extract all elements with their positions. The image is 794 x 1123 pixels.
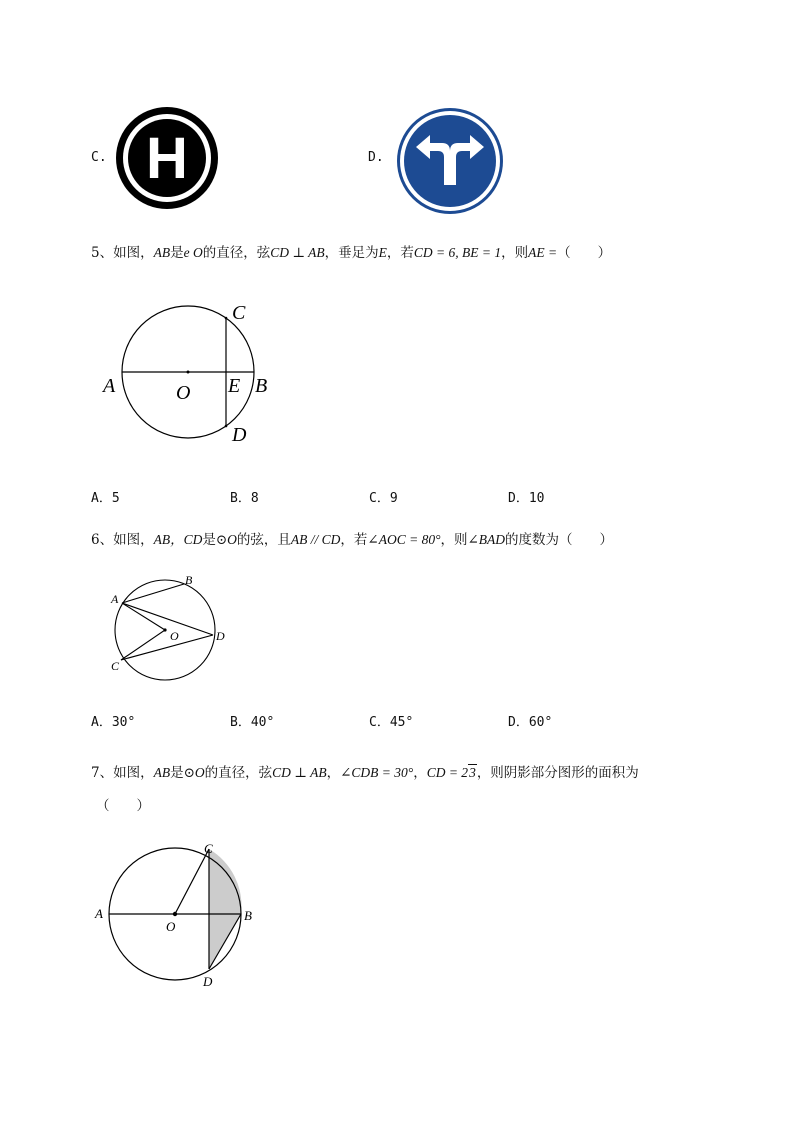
q5-label-b: B: [255, 375, 268, 397]
q6-chord-ad: [122, 603, 213, 635]
q5-option-d[interactable]: D．10: [508, 491, 545, 506]
q4-option-c-helipad-sign: [115, 106, 219, 210]
q7-shaded-upper: [209, 849, 242, 914]
q6-center-dot: [163, 628, 166, 631]
q7-label-c: C: [204, 841, 213, 856]
q7-answer-paren: （ ）: [96, 798, 150, 814]
q5-label-a: A: [103, 375, 116, 397]
q6-option-d[interactable]: D．60°: [508, 715, 553, 730]
q5-option-c[interactable]: C．9: [369, 491, 398, 506]
q6-radius-oc: [121, 630, 165, 660]
q6-label-o: O: [170, 629, 179, 643]
q5-label-e: E: [228, 375, 241, 397]
q5-option-b[interactable]: B．8: [230, 491, 259, 506]
q6-option-b[interactable]: B．40°: [230, 715, 275, 730]
q5-figure: [95, 296, 285, 451]
q7-radius-oc: [175, 849, 209, 914]
q7-center-dot: [173, 912, 177, 916]
q6-chord-cd: [121, 635, 213, 660]
q7-label-a: A: [95, 906, 103, 921]
q4-option-c-label: C.: [91, 150, 107, 165]
q6-radius-oa: [122, 603, 165, 630]
q6-stem: 6、如图，AB，CD是⊙O的弦，且AB // CD，若∠AOC = 80°，则∠BAD的度数为（ ）: [91, 532, 614, 548]
q4-option-d-label: D.: [368, 150, 384, 165]
q7-label-b: B: [244, 908, 252, 923]
q7-figure: [92, 838, 267, 993]
q7-label-d: D: [203, 974, 213, 989]
q7-stem: 7、如图，AB是⊙O的直径，弦CD ⊥ AB，∠CDB = 30°，CD = 23，则阴影部分图形的面积为: [91, 765, 639, 781]
q4-option-d-turn-sign: [396, 107, 504, 215]
q6-label-b: B: [185, 573, 193, 587]
q6-label-c: C: [111, 659, 120, 673]
q6-option-c[interactable]: C．45°: [369, 715, 414, 730]
q5-label-o: O: [176, 382, 191, 404]
helipad-letter: H: [146, 126, 188, 191]
q6-label-a: A: [111, 592, 119, 606]
q5-label-c: C: [232, 302, 246, 324]
q6-figure: [105, 570, 235, 685]
q5-center-dot: [187, 371, 190, 374]
q6-label-d: D: [216, 629, 225, 643]
q5-label-d: D: [232, 424, 247, 446]
q5-option-a[interactable]: A．5: [91, 491, 120, 506]
q6-option-a[interactable]: A．30°: [91, 715, 136, 730]
q7-label-o: O: [166, 919, 176, 934]
q5-stem: 5、如图，AB是e O的直径，弦CD ⊥ AB，垂足为E，若CD = 6, BE = 1，则AE =（ ）: [91, 245, 612, 261]
